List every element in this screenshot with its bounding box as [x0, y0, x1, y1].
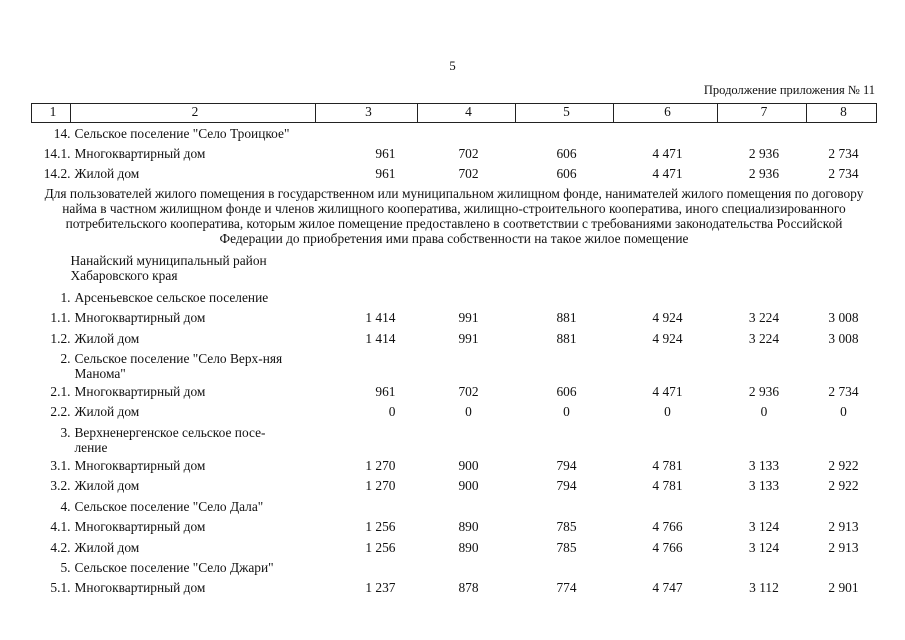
item-name: Жилой дом — [74, 330, 140, 346]
table-row — [32, 537, 877, 557]
value-cell: 2 734 — [828, 384, 859, 400]
value-cell: 3 008 — [828, 310, 859, 326]
value-cell: 3 224 — [748, 330, 780, 346]
empty-cell — [718, 287, 807, 308]
table-body — [32, 104, 877, 598]
table-row — [32, 516, 877, 536]
empty-cell — [718, 123, 807, 144]
item-name: Многоквартирный дом — [74, 146, 206, 161]
row-number: 5. — [60, 559, 71, 575]
value-cell: 4 471 — [652, 166, 683, 182]
empty-cell — [516, 348, 614, 381]
value-cell: 890 — [458, 539, 479, 555]
empty-cell — [718, 422, 807, 455]
value-cell: 606 — [556, 384, 577, 400]
empty-cell — [316, 287, 418, 308]
value-cell: 606 — [556, 166, 577, 182]
value-cell: 4 766 — [652, 539, 683, 555]
empty-cell — [807, 422, 877, 455]
value-cell: 4 924 — [652, 310, 683, 326]
value-cell: 1 256 — [365, 539, 396, 555]
empty-cell — [807, 348, 877, 381]
value-cell: 785 — [556, 539, 577, 555]
value-cell: 4 471 — [652, 384, 683, 400]
empty-cell — [418, 348, 516, 381]
header-cell: 5 — [516, 104, 614, 123]
table-row — [32, 287, 877, 308]
value-cell: 2 936 — [748, 146, 780, 161]
table-row — [32, 246, 877, 287]
value-cell: 900 — [458, 478, 479, 494]
table-row — [32, 163, 877, 183]
section-name: Верхненергенское сельское посе-ление — [74, 424, 266, 455]
header-cell: 8 — [807, 104, 877, 123]
value-cell: 2 922 — [828, 457, 859, 473]
table-row — [32, 123, 877, 144]
value-cell: 881 — [556, 310, 577, 326]
empty-cell — [614, 123, 718, 144]
value-cell: 2 913 — [828, 519, 859, 535]
value-cell: 961 — [375, 384, 396, 400]
row-number: 1.1. — [50, 310, 71, 326]
empty-cell — [316, 123, 418, 144]
empty-cell — [614, 422, 718, 455]
table-row — [32, 557, 877, 578]
value-cell: 794 — [556, 457, 577, 473]
value-cell: 3 112 — [749, 580, 779, 596]
empty-cell — [418, 422, 516, 455]
row-number: 4. — [60, 498, 71, 514]
value-cell: 0 — [563, 404, 570, 420]
value-cell: 1 237 — [365, 580, 396, 596]
value-cell: 4 471 — [652, 146, 683, 161]
empty-cell — [418, 123, 516, 144]
empty-cell — [316, 246, 418, 287]
value-cell: 4 766 — [652, 519, 683, 535]
empty-cell — [516, 557, 614, 578]
item-name: Жилой дом — [74, 539, 140, 555]
value-cell: 3 124 — [748, 519, 780, 535]
empty-cell — [807, 246, 877, 287]
value-cell: 1 270 — [365, 478, 396, 494]
row-number — [32, 246, 71, 287]
empty-cell — [516, 287, 614, 308]
value-cell: 3 008 — [828, 330, 859, 346]
item-name: Многоквартирный дом — [74, 310, 206, 326]
table-row — [32, 401, 877, 421]
empty-cell — [807, 496, 877, 517]
item-name: Жилой дом — [74, 166, 140, 182]
section-name: Сельское поселение "Село Троицкое" — [74, 126, 290, 141]
row-number: 4.1. — [50, 519, 71, 535]
note-text: Для пользователей жилого помещения в государственном или муниципальном жилищном фонде, нанимателей жилого помещения по договору найма в частном жилищном фонде и членов жилищного кооператива, жилищно-строительного кооператива, иного специализированного потребительского кооператива, которым жилое помещение предоставлено в соответствии с требованиями законодательства Российской Федерации до приобретения ими права собственности на такое жилое помещение — [44, 185, 864, 246]
row-number: 5.1. — [50, 580, 71, 596]
value-cell: 1 414 — [365, 330, 396, 346]
value-cell: 900 — [458, 457, 479, 473]
value-cell: 702 — [458, 384, 479, 400]
value-cell: 4 924 — [652, 330, 683, 346]
value-cell: 0 — [664, 404, 671, 420]
district-name: Нанайский муниципальный район Хабаровского края — [70, 252, 267, 283]
empty-cell — [807, 287, 877, 308]
value-cell: 1 414 — [365, 310, 396, 326]
table-row — [32, 422, 877, 455]
empty-cell — [807, 557, 877, 578]
value-cell: 961 — [375, 146, 396, 161]
table-row — [32, 455, 877, 475]
empty-cell — [614, 348, 718, 381]
value-cell: 702 — [458, 166, 479, 182]
table-header-row — [32, 104, 877, 123]
item-name: Многоквартирный дом — [74, 457, 206, 473]
row-number: 3.1. — [50, 457, 71, 473]
empty-cell — [516, 123, 614, 144]
value-cell: 878 — [458, 580, 479, 596]
empty-cell — [807, 123, 877, 144]
empty-cell — [418, 496, 516, 517]
row-number: 2. — [60, 351, 71, 367]
item-name: Многоквартирный дом — [74, 384, 206, 400]
value-cell: 0 — [465, 404, 472, 420]
value-cell: 0 — [388, 404, 396, 420]
table-row — [32, 184, 877, 246]
value-cell: 991 — [458, 330, 479, 346]
empty-cell — [316, 496, 418, 517]
table-row — [32, 381, 877, 401]
value-cell: 2 913 — [828, 539, 859, 555]
empty-cell — [614, 557, 718, 578]
empty-cell — [516, 496, 614, 517]
page-number: 5 — [449, 58, 456, 73]
value-cell: 0 — [760, 404, 768, 420]
table-row — [32, 475, 877, 495]
continuation-caption: Продолжение приложения № 11 — [703, 83, 875, 97]
header-cell: 1 — [32, 104, 71, 123]
empty-cell — [614, 287, 718, 308]
table-row — [32, 577, 877, 597]
value-cell: 774 — [556, 580, 577, 596]
header-cell: 6 — [614, 104, 718, 123]
tariff-table — [31, 103, 877, 598]
empty-cell — [718, 496, 807, 517]
header-cell: 2 — [71, 104, 316, 123]
empty-cell — [316, 422, 418, 455]
value-cell: 3 133 — [748, 478, 780, 494]
empty-cell — [418, 557, 516, 578]
value-cell: 3 133 — [748, 457, 780, 473]
value-cell: 785 — [556, 519, 577, 535]
row-number: 3. — [60, 424, 71, 440]
value-cell: 890 — [458, 519, 479, 535]
value-cell: 2 922 — [828, 478, 859, 494]
table-row — [32, 348, 877, 381]
value-cell: 2 734 — [828, 166, 859, 182]
value-cell: 794 — [556, 478, 577, 494]
item-name: Жилой дом — [74, 478, 140, 494]
table-row — [32, 328, 877, 348]
empty-cell — [614, 496, 718, 517]
section-name: Сельское поселение "Село Дала" — [74, 498, 264, 514]
row-number: 14.2. — [43, 166, 71, 182]
value-cell: 702 — [458, 146, 479, 161]
empty-cell — [614, 246, 718, 287]
row-number: 4.2. — [50, 539, 71, 555]
table-row — [32, 143, 877, 163]
table-row — [32, 496, 877, 517]
row-number: 2.2. — [50, 404, 71, 420]
section-name: Сельское поселение "Село Верх-няя Манома" — [74, 351, 283, 382]
value-cell: 1 270 — [365, 457, 396, 473]
header-cell: 7 — [718, 104, 807, 123]
value-cell: 991 — [458, 310, 479, 326]
value-cell: 961 — [375, 166, 396, 182]
value-cell: 2 734 — [828, 146, 859, 161]
value-cell: 2 936 — [748, 384, 780, 400]
value-cell: 881 — [556, 330, 577, 346]
empty-cell — [316, 557, 418, 578]
item-name: Жилой дом — [74, 404, 140, 420]
empty-cell — [418, 246, 516, 287]
value-cell: 1 256 — [365, 519, 396, 535]
empty-cell — [316, 348, 418, 381]
empty-cell — [718, 557, 807, 578]
row-number: 1. — [60, 289, 71, 305]
value-cell: 4 781 — [652, 457, 683, 473]
row-number: 14.1. — [43, 146, 71, 161]
row-number: 14. — [53, 126, 71, 141]
value-cell: 2 901 — [828, 580, 859, 596]
value-cell: 3 224 — [748, 310, 780, 326]
empty-cell — [516, 246, 614, 287]
empty-cell — [718, 246, 807, 287]
value-cell: 4 747 — [652, 580, 683, 596]
header-cell: 3 — [316, 104, 418, 123]
value-cell: 3 124 — [748, 539, 780, 555]
section-name: Сельское поселение "Село Джари" — [74, 559, 274, 575]
empty-cell — [718, 348, 807, 381]
value-cell: 0 — [840, 404, 847, 420]
section-name: Арсеньевское сельское поселение — [74, 289, 269, 305]
empty-cell — [418, 287, 516, 308]
item-name: Многоквартирный дом — [74, 519, 206, 535]
value-cell: 606 — [556, 146, 577, 161]
value-cell: 4 781 — [652, 478, 683, 494]
value-cell: 2 936 — [748, 166, 780, 182]
empty-cell — [516, 422, 614, 455]
table-row — [32, 307, 877, 327]
row-number: 1.2. — [50, 330, 71, 346]
row-number: 2.1. — [50, 384, 71, 400]
header-cell: 4 — [418, 104, 516, 123]
row-number: 3.2. — [50, 478, 71, 494]
item-name: Многоквартирный дом — [74, 580, 206, 596]
